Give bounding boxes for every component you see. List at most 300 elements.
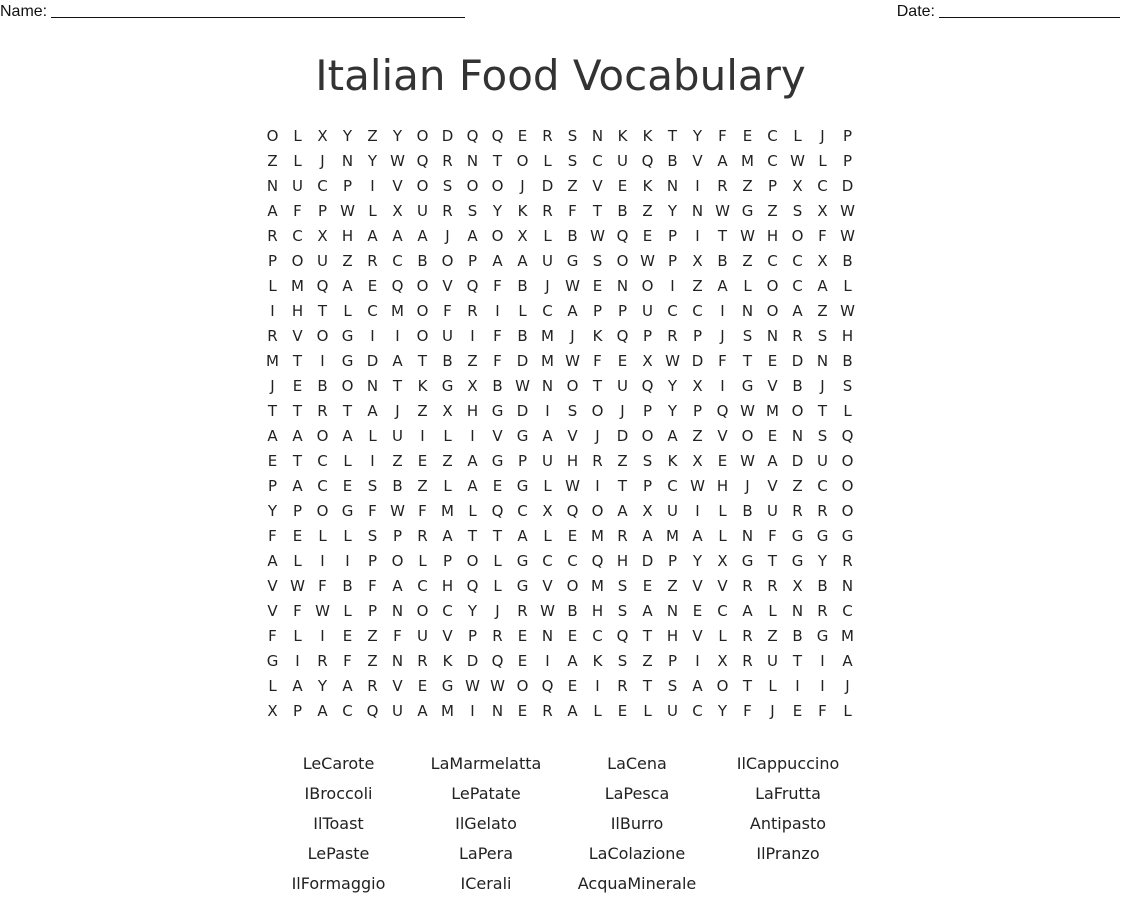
grid-letter[interactable]: T	[292, 452, 303, 470]
grid-letter[interactable]: B	[492, 377, 503, 395]
grid-letter[interactable]: M	[541, 352, 554, 370]
grid-letter[interactable]: O	[316, 327, 329, 345]
grid-letter[interactable]: C	[342, 702, 353, 720]
grid-letter[interactable]: S	[617, 577, 628, 595]
grid-letter[interactable]: L	[843, 702, 852, 720]
grid-letter[interactable]: O	[491, 227, 504, 245]
grid-letter[interactable]: G	[741, 202, 754, 220]
grid-letter[interactable]: O	[516, 152, 529, 170]
grid-letter[interactable]: P	[767, 177, 778, 195]
grid-letter[interactable]: S	[467, 202, 478, 220]
grid-letter[interactable]: X	[517, 227, 528, 245]
grid-letter[interactable]: J	[570, 327, 575, 345]
grid-letter[interactable]: O	[841, 502, 854, 520]
grid-letter[interactable]: R	[667, 327, 678, 345]
grid-letter[interactable]: F	[768, 527, 777, 545]
grid-letter[interactable]: A	[517, 252, 528, 270]
grid-letter[interactable]: O	[391, 552, 404, 570]
grid-letter[interactable]: W	[740, 227, 755, 245]
grid-letter[interactable]: O	[841, 477, 854, 495]
grid-letter[interactable]: L	[293, 552, 302, 570]
grid-letter[interactable]: F	[443, 302, 452, 320]
grid-letter[interactable]: X	[717, 652, 728, 670]
grid-letter[interactable]: R	[617, 677, 628, 695]
grid-letter[interactable]: B	[567, 602, 578, 620]
grid-letter[interactable]: F	[818, 227, 827, 245]
grid-letter[interactable]: Y	[267, 502, 278, 520]
grid-letter[interactable]: Y	[717, 702, 728, 720]
grid-letter[interactable]: T	[592, 202, 603, 220]
grid-letter[interactable]: W	[465, 677, 480, 695]
grid-letter[interactable]: S	[817, 427, 828, 445]
grid-letter[interactable]: R	[842, 552, 853, 570]
grid-letter[interactable]: I	[595, 477, 600, 495]
grid-letter[interactable]: K	[592, 652, 603, 670]
grid-letter[interactable]: P	[667, 227, 678, 245]
grid-letter[interactable]: D	[841, 177, 854, 195]
grid-letter[interactable]: A	[667, 427, 678, 445]
grid-letter[interactable]: Z	[367, 627, 378, 645]
grid-letter[interactable]: R	[592, 452, 603, 470]
grid-letter[interactable]: Q	[616, 627, 629, 645]
grid-letter[interactable]: I	[720, 302, 725, 320]
grid-letter[interactable]: O	[641, 427, 654, 445]
grid-letter[interactable]: C	[567, 552, 578, 570]
grid-letter[interactable]: V	[542, 577, 553, 595]
grid-letter[interactable]: O	[416, 177, 429, 195]
grid-letter[interactable]: W	[540, 602, 555, 620]
grid-letter[interactable]: A	[317, 702, 328, 720]
grid-letter[interactable]: Z	[467, 352, 478, 370]
grid-letter[interactable]: L	[718, 502, 727, 520]
grid-letter[interactable]: B	[392, 477, 403, 495]
grid-letter[interactable]: R	[492, 627, 503, 645]
grid-letter[interactable]: J	[395, 402, 400, 420]
grid-letter[interactable]: T	[492, 527, 503, 545]
grid-letter[interactable]: P	[317, 202, 328, 220]
grid-letter[interactable]: T	[267, 402, 278, 420]
grid-letter[interactable]: A	[367, 227, 378, 245]
grid-letter[interactable]: F	[818, 702, 827, 720]
grid-letter[interactable]: X	[392, 202, 403, 220]
grid-letter[interactable]: I	[370, 327, 375, 345]
grid-letter[interactable]: N	[541, 627, 554, 645]
grid-letter[interactable]: H	[441, 577, 454, 595]
grid-letter[interactable]: L	[368, 202, 377, 220]
grid-letter[interactable]: H	[291, 302, 304, 320]
grid-letter[interactable]: E	[367, 277, 378, 295]
grid-letter[interactable]: X	[317, 127, 328, 145]
grid-letter[interactable]: E	[342, 627, 353, 645]
grid-letter[interactable]: S	[667, 677, 678, 695]
grid-letter[interactable]: E	[792, 702, 803, 720]
grid-letter[interactable]: C	[667, 302, 678, 320]
grid-letter[interactable]: Q	[616, 327, 629, 345]
grid-letter[interactable]: E	[592, 277, 603, 295]
grid-letter[interactable]: A	[267, 552, 278, 570]
grid-letter[interactable]: R	[792, 502, 803, 520]
grid-letter[interactable]: J	[520, 177, 525, 195]
grid-letter[interactable]: W	[740, 402, 755, 420]
grid-letter[interactable]: S	[367, 477, 378, 495]
grid-letter[interactable]: O	[416, 127, 429, 145]
grid-letter[interactable]: K	[592, 327, 603, 345]
grid-letter[interactable]: R	[542, 127, 553, 145]
grid-letter[interactable]: G	[341, 502, 354, 520]
grid-letter[interactable]: G	[816, 527, 829, 545]
grid-letter[interactable]: U	[392, 702, 403, 720]
grid-letter[interactable]: Q	[616, 227, 629, 245]
grid-letter[interactable]: T	[717, 227, 728, 245]
grid-letter[interactable]: Q	[716, 402, 729, 420]
grid-letter[interactable]: M	[441, 502, 454, 520]
grid-letter[interactable]: T	[742, 352, 753, 370]
grid-letter[interactable]: L	[268, 677, 277, 695]
grid-letter[interactable]: U	[617, 152, 628, 170]
grid-letter[interactable]: I	[420, 427, 425, 445]
grid-letter[interactable]: H	[566, 452, 579, 470]
grid-letter[interactable]: B	[567, 227, 578, 245]
grid-letter[interactable]: Y	[667, 377, 678, 395]
grid-letter[interactable]: A	[567, 302, 578, 320]
grid-letter[interactable]: O	[591, 502, 604, 520]
grid-letter[interactable]: N	[691, 202, 704, 220]
grid-letter[interactable]: C	[592, 152, 603, 170]
grid-letter[interactable]: S	[567, 152, 578, 170]
grid-letter[interactable]: E	[617, 702, 628, 720]
grid-letter[interactable]: N	[791, 602, 804, 620]
grid-letter[interactable]: Q	[566, 502, 579, 520]
grid-letter[interactable]: D	[641, 552, 654, 570]
grid-letter[interactable]: U	[417, 627, 428, 645]
grid-letter[interactable]: A	[467, 452, 478, 470]
grid-letter[interactable]: X	[467, 377, 478, 395]
grid-letter[interactable]: Q	[841, 427, 854, 445]
grid-letter[interactable]: T	[342, 402, 353, 420]
grid-letter[interactable]: J	[495, 602, 500, 620]
grid-letter[interactable]: O	[416, 327, 429, 345]
grid-letter[interactable]: R	[367, 252, 378, 270]
grid-letter[interactable]: W	[690, 477, 705, 495]
grid-letter[interactable]: P	[642, 327, 653, 345]
grid-letter[interactable]: A	[842, 652, 853, 670]
grid-letter[interactable]: G	[341, 327, 354, 345]
grid-letter[interactable]: G	[441, 677, 454, 695]
grid-letter[interactable]: N	[766, 327, 779, 345]
grid-letter[interactable]: R	[792, 327, 803, 345]
grid-letter[interactable]: A	[342, 277, 353, 295]
grid-letter[interactable]: J	[845, 677, 850, 695]
grid-letter[interactable]: P	[442, 552, 453, 570]
grid-letter[interactable]: L	[293, 127, 302, 145]
grid-letter[interactable]: E	[642, 227, 653, 245]
grid-letter[interactable]: I	[345, 552, 350, 570]
grid-letter[interactable]: L	[843, 402, 852, 420]
grid-letter[interactable]: H	[616, 552, 629, 570]
grid-letter[interactable]: B	[742, 502, 753, 520]
grid-letter[interactable]: A	[417, 702, 428, 720]
grid-letter[interactable]: Y	[667, 402, 678, 420]
grid-letter[interactable]: R	[317, 652, 328, 670]
grid-letter[interactable]: R	[742, 577, 753, 595]
grid-letter[interactable]: E	[517, 702, 528, 720]
grid-letter[interactable]: Z	[667, 577, 678, 595]
grid-letter[interactable]: Y	[692, 127, 703, 145]
grid-letter[interactable]: H	[591, 602, 604, 620]
grid-letter[interactable]: L	[343, 527, 352, 545]
grid-letter[interactable]: U	[442, 327, 453, 345]
grid-letter[interactable]: P	[667, 552, 678, 570]
grid-letter[interactable]: B	[792, 627, 803, 645]
grid-letter[interactable]: X	[792, 577, 803, 595]
grid-letter[interactable]: G	[791, 527, 804, 545]
grid-letter[interactable]: T	[317, 302, 328, 320]
grid-letter[interactable]: C	[392, 252, 403, 270]
grid-letter[interactable]: G	[816, 627, 829, 645]
grid-letter[interactable]: A	[392, 227, 403, 245]
grid-letter[interactable]: C	[767, 127, 778, 145]
grid-letter[interactable]: Z	[742, 177, 753, 195]
grid-letter[interactable]: P	[517, 452, 528, 470]
grid-letter[interactable]: Q	[541, 677, 554, 695]
grid-letter[interactable]: S	[817, 327, 828, 345]
grid-letter[interactable]: L	[293, 152, 302, 170]
grid-letter[interactable]: P	[367, 552, 378, 570]
grid-letter[interactable]: E	[517, 627, 528, 645]
grid-letter[interactable]: O	[766, 302, 779, 320]
grid-letter[interactable]: T	[767, 552, 778, 570]
grid-letter[interactable]: O	[316, 427, 329, 445]
grid-letter[interactable]: A	[767, 452, 778, 470]
grid-letter[interactable]: U	[392, 427, 403, 445]
grid-letter[interactable]: L	[768, 677, 777, 695]
grid-letter[interactable]: V	[767, 377, 778, 395]
grid-letter[interactable]: P	[292, 502, 303, 520]
grid-letter[interactable]: A	[492, 252, 503, 270]
grid-letter[interactable]: O	[491, 177, 504, 195]
grid-letter[interactable]: P	[267, 477, 278, 495]
grid-letter[interactable]: F	[293, 602, 302, 620]
grid-letter[interactable]: B	[667, 152, 678, 170]
grid-letter[interactable]: A	[517, 527, 528, 545]
grid-letter[interactable]: T	[467, 527, 478, 545]
grid-letter[interactable]: A	[692, 527, 703, 545]
grid-letter[interactable]: Y	[667, 202, 678, 220]
grid-letter[interactable]: P	[842, 152, 853, 170]
grid-letter[interactable]: E	[567, 677, 578, 695]
grid-letter[interactable]: H	[666, 627, 679, 645]
grid-letter[interactable]: I	[270, 302, 275, 320]
grid-letter[interactable]: F	[393, 627, 402, 645]
grid-letter[interactable]: C	[542, 552, 553, 570]
grid-letter[interactable]: Y	[367, 152, 378, 170]
grid-letter[interactable]: T	[642, 677, 653, 695]
grid-letter[interactable]: H	[841, 327, 854, 345]
grid-letter[interactable]: I	[370, 177, 375, 195]
grid-letter[interactable]: A	[717, 152, 728, 170]
grid-letter[interactable]: T	[417, 352, 428, 370]
grid-letter[interactable]: I	[695, 177, 700, 195]
grid-letter[interactable]: F	[368, 502, 377, 520]
grid-letter[interactable]: V	[392, 177, 403, 195]
grid-letter[interactable]: L	[718, 527, 727, 545]
grid-letter[interactable]: I	[670, 277, 675, 295]
grid-letter[interactable]: E	[767, 352, 778, 370]
grid-letter[interactable]: L	[543, 527, 552, 545]
grid-letter[interactable]: E	[492, 477, 503, 495]
grid-letter[interactable]: M	[266, 352, 279, 370]
grid-letter[interactable]: R	[417, 652, 428, 670]
grid-letter[interactable]: E	[742, 127, 753, 145]
grid-letter[interactable]: Z	[617, 452, 628, 470]
grid-letter[interactable]: M	[666, 527, 679, 545]
grid-letter[interactable]: P	[692, 402, 703, 420]
grid-letter[interactable]: O	[416, 277, 429, 295]
grid-letter[interactable]: Z	[692, 277, 703, 295]
grid-letter[interactable]: W	[840, 302, 855, 320]
grid-letter[interactable]: J	[270, 377, 275, 395]
grid-letter[interactable]: K	[642, 127, 653, 145]
grid-letter[interactable]: X	[542, 502, 553, 520]
date-line[interactable]	[939, 17, 1120, 18]
grid-letter[interactable]: T	[617, 477, 628, 495]
grid-letter[interactable]: O	[791, 227, 804, 245]
grid-letter[interactable]: C	[442, 602, 453, 620]
grid-letter[interactable]: D	[616, 427, 629, 445]
grid-letter[interactable]: A	[467, 477, 478, 495]
grid-letter[interactable]: L	[768, 602, 777, 620]
grid-letter[interactable]: U	[317, 252, 328, 270]
grid-letter[interactable]: M	[441, 702, 454, 720]
grid-letter[interactable]: A	[267, 427, 278, 445]
grid-letter[interactable]: G	[741, 377, 754, 395]
grid-letter[interactable]: C	[817, 177, 828, 195]
grid-letter[interactable]: J	[720, 327, 725, 345]
grid-letter[interactable]: O	[641, 277, 654, 295]
grid-letter[interactable]: P	[467, 252, 478, 270]
grid-letter[interactable]: A	[567, 652, 578, 670]
grid-letter[interactable]: O	[266, 127, 279, 145]
grid-letter[interactable]: O	[741, 427, 754, 445]
grid-letter[interactable]: R	[817, 502, 828, 520]
grid-letter[interactable]: L	[343, 602, 352, 620]
grid-letter[interactable]: M	[591, 527, 604, 545]
grid-letter[interactable]: R	[542, 702, 553, 720]
grid-letter[interactable]: O	[841, 452, 854, 470]
grid-letter[interactable]: G	[491, 452, 504, 470]
grid-letter[interactable]: Q	[641, 152, 654, 170]
grid-letter[interactable]: G	[516, 477, 529, 495]
grid-letter[interactable]: F	[718, 127, 727, 145]
grid-letter[interactable]: F	[343, 652, 352, 670]
grid-letter[interactable]: W	[390, 502, 405, 520]
grid-letter[interactable]: S	[842, 377, 853, 395]
grid-letter[interactable]: E	[342, 477, 353, 495]
grid-letter[interactable]: Y	[492, 202, 503, 220]
grid-letter[interactable]: N	[791, 427, 804, 445]
grid-letter[interactable]: P	[292, 702, 303, 720]
grid-letter[interactable]: V	[567, 427, 578, 445]
grid-letter[interactable]: D	[366, 352, 379, 370]
grid-letter[interactable]: E	[267, 452, 278, 470]
grid-letter[interactable]: P	[667, 652, 678, 670]
grid-letter[interactable]: A	[742, 602, 753, 620]
grid-letter[interactable]: Q	[491, 652, 504, 670]
grid-letter[interactable]: I	[495, 302, 500, 320]
grid-letter[interactable]: H	[466, 402, 479, 420]
grid-letter[interactable]: Q	[416, 152, 429, 170]
grid-letter[interactable]: P	[592, 302, 603, 320]
grid-letter[interactable]: C	[667, 477, 678, 495]
grid-letter[interactable]: Z	[267, 152, 278, 170]
grid-letter[interactable]: L	[343, 452, 352, 470]
grid-letter[interactable]: V	[442, 277, 453, 295]
grid-letter[interactable]: R	[442, 152, 453, 170]
grid-letter[interactable]: I	[695, 502, 700, 520]
grid-letter[interactable]: U	[542, 252, 553, 270]
grid-letter[interactable]: V	[442, 627, 453, 645]
grid-letter[interactable]: E	[567, 527, 578, 545]
grid-letter[interactable]: J	[770, 702, 775, 720]
grid-letter[interactable]: R	[742, 627, 753, 645]
grid-letter[interactable]: A	[817, 277, 828, 295]
grid-letter[interactable]: Q	[491, 502, 504, 520]
grid-letter[interactable]: P	[642, 402, 653, 420]
name-field[interactable]	[0, 3, 465, 21]
grid-letter[interactable]: W	[740, 452, 755, 470]
grid-letter[interactable]: S	[567, 127, 578, 145]
grid-letter[interactable]: O	[466, 177, 479, 195]
grid-letter[interactable]: W	[315, 602, 330, 620]
grid-letter[interactable]: O	[616, 252, 629, 270]
grid-letter[interactable]: U	[767, 502, 778, 520]
grid-letter[interactable]: R	[767, 577, 778, 595]
grid-letter[interactable]: G	[341, 352, 354, 370]
grid-letter[interactable]: L	[843, 277, 852, 295]
grid-letter[interactable]: C	[517, 502, 528, 520]
grid-letter[interactable]: P	[467, 627, 478, 645]
grid-letter[interactable]: O	[566, 577, 579, 595]
grid-letter[interactable]: I	[320, 352, 325, 370]
grid-letter[interactable]: D	[516, 352, 529, 370]
grid-letter[interactable]: E	[292, 377, 303, 395]
grid-letter[interactable]: O	[466, 552, 479, 570]
grid-letter[interactable]: J	[545, 277, 550, 295]
grid-letter[interactable]: I	[320, 552, 325, 570]
grid-letter[interactable]: P	[342, 177, 353, 195]
grid-letter[interactable]: N	[266, 177, 279, 195]
grid-letter[interactable]: A	[267, 202, 278, 220]
grid-letter[interactable]: O	[716, 677, 729, 695]
grid-letter[interactable]: X	[817, 202, 828, 220]
grid-letter[interactable]: R	[517, 602, 528, 620]
grid-letter[interactable]: O	[441, 252, 454, 270]
grid-letter[interactable]: I	[695, 652, 700, 670]
grid-letter[interactable]: Y	[317, 677, 328, 695]
grid-letter[interactable]: P	[842, 127, 853, 145]
grid-letter[interactable]: T	[392, 377, 403, 395]
grid-letter[interactable]: B	[717, 252, 728, 270]
grid-letter[interactable]: I	[795, 677, 800, 695]
grid-letter[interactable]: Y	[342, 127, 353, 145]
grid-letter[interactable]: M	[841, 627, 854, 645]
grid-letter[interactable]: I	[395, 327, 400, 345]
grid-letter[interactable]: C	[542, 302, 553, 320]
grid-letter[interactable]: D	[791, 352, 804, 370]
grid-letter[interactable]: O	[516, 677, 529, 695]
grid-letter[interactable]: L	[293, 627, 302, 645]
grid-letter[interactable]: D	[791, 452, 804, 470]
